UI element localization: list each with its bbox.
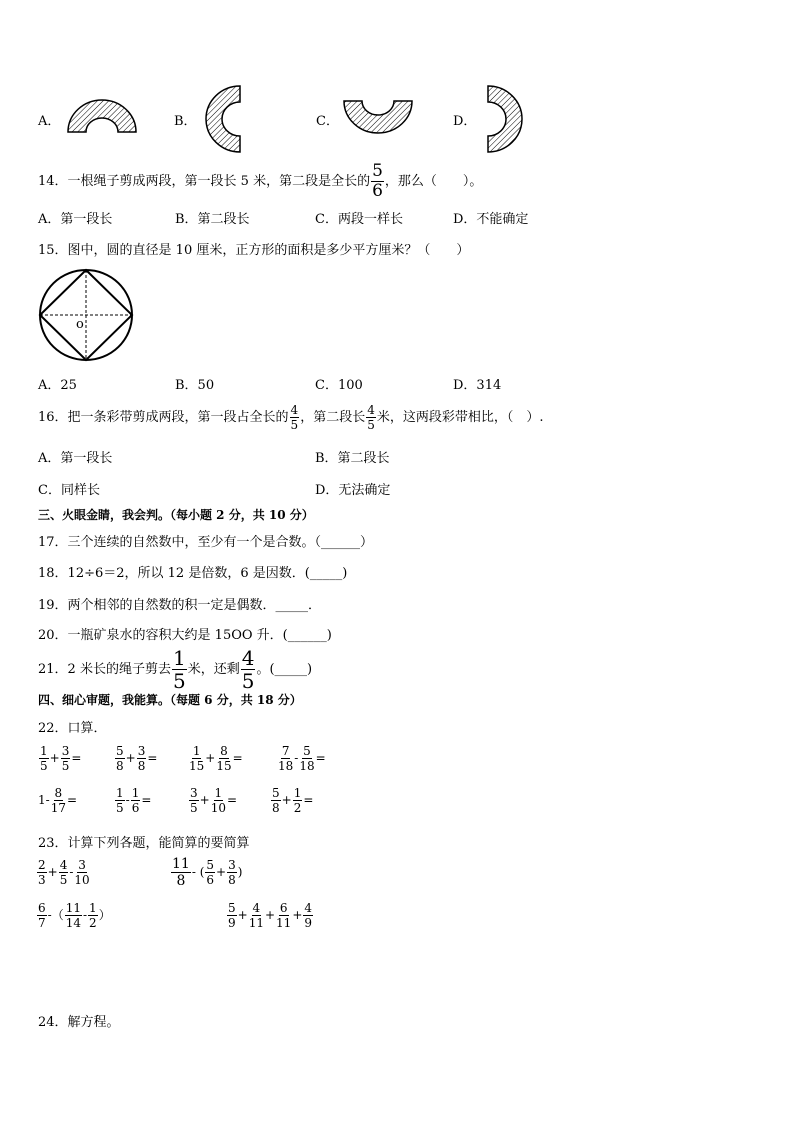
q13-option-d-label: D． (453, 114, 477, 129)
q14-option-a: A．第一段长 (38, 212, 113, 227)
q15-option-d: D．314 (453, 378, 502, 393)
q15-option-a: A．25 (38, 378, 77, 393)
question-24: 24．解方程。 (38, 1015, 120, 1030)
question-17: 17．三个连续的自然数中，至少有一个是合数。（______） (38, 535, 374, 550)
question-15: 15．图中，圆的直径是 10 厘米，正方形的面积是多少平方厘米？（ ） (38, 243, 470, 258)
half-ring-right-figure (484, 84, 524, 154)
q16-option-d: D．无法确定 (315, 483, 391, 498)
question-20: 20．一瓶矿泉水的容积大约是 15OO 升．(______) (38, 628, 332, 643)
q22-expr-7: $\frac{3}{5}$ + $\frac{1}{10}$ = (190, 786, 238, 815)
q13-option-b-label: B． (174, 114, 197, 129)
q22-expr-4: $\frac{7}{18}$ - $\frac{5}{18}$ = (278, 744, 326, 773)
question-14: 14．一根绳子剪成两段，第一段长 5 米，第二段是全长的 $\frac{5}{6}$ ，那么（ ）。 (38, 161, 483, 201)
question-21: 21．2 米长的绳子剪去 $\frac{1}{5}$ 米，还剩 $\frac{4}{5}$ 。(_____) (38, 646, 313, 693)
q15-option-b: B．50 (175, 378, 215, 393)
half-ring-bottom-figure (342, 99, 414, 135)
question-23-title: 23．计算下列各题，能简算的要简算 (38, 836, 250, 851)
circle-square-figure (38, 268, 138, 364)
q16-option-c: C．同样长 (38, 483, 100, 498)
q16-option-b: B．第二段长 (315, 451, 390, 466)
half-ring-left-figure (204, 84, 244, 154)
section-3-heading: 三、火眼金睛，我会判。（每小题 2 分，共 10 分） (38, 508, 314, 522)
q22-expr-6: $\frac{1}{5}$ - $\frac{1}{6}$ = (116, 786, 152, 815)
q22-expr-2: $\frac{5}{8}$ + $\frac{3}{8}$ = (116, 744, 158, 773)
q13-option-a-label: A． (38, 114, 61, 129)
center-label: o (76, 317, 84, 332)
q23-expr-1: $\frac{2}{3}$ + $\frac{4}{5}$ - $\frac{3}{10}$ (38, 858, 90, 887)
q15-option-c: C．100 (315, 378, 363, 393)
q23-expr-4: $\frac{5}{9}$ + $\frac{4}{11}$ + $\frac{6}{11}$ + $\frac{4}{9}$ (228, 901, 313, 930)
q23-expr-2: $\frac{11}{8}$ - ( $\frac{5}{6}$ + $\frac{3}{8}$ ) (172, 856, 243, 889)
q22-expr-1: $\frac{1}{5}$ + $\frac{3}{5}$ = (40, 744, 82, 773)
q13-option-c-label: C． (316, 114, 339, 129)
question-16: 16．把一条彩带剪成两段，第一段占全长的 $\frac{4}{5}$ ，第二段长 $\frac{4}{5}$ 米，这两段彩带相比，（ ）. (38, 403, 544, 432)
section-4-heading: 四、细心审题，我能算。（每题 6 分，共 18 分） (38, 693, 302, 707)
question-18: 18．12÷6＝2，所以 12 是倍数，6 是因数．(_____) (38, 566, 348, 581)
q14-option-b: B．第二段长 (175, 212, 250, 227)
half-ring-top-figure (66, 98, 138, 134)
q16-option-a: A．第一段长 (38, 451, 113, 466)
question-19: 19．两个相邻的自然数的积一定是偶数．_____． (38, 598, 322, 613)
q14-option-c: C．两段一样长 (315, 212, 403, 227)
question-22-title: 22．口算． (38, 721, 107, 736)
q22-expr-5: 1- $\frac{8}{17}$ = (38, 786, 78, 815)
q23-expr-3: $\frac{6}{7}$ -（ $\frac{11}{14}$ - $\frac{1}{2}$ ） (38, 901, 111, 930)
q14-option-d: D．不能确定 (453, 212, 529, 227)
q22-expr-8: $\frac{5}{8}$ + $\frac{1}{2}$ = (272, 786, 314, 815)
q22-expr-3: $\frac{1}{15}$ + $\frac{8}{15}$ = (189, 744, 243, 773)
